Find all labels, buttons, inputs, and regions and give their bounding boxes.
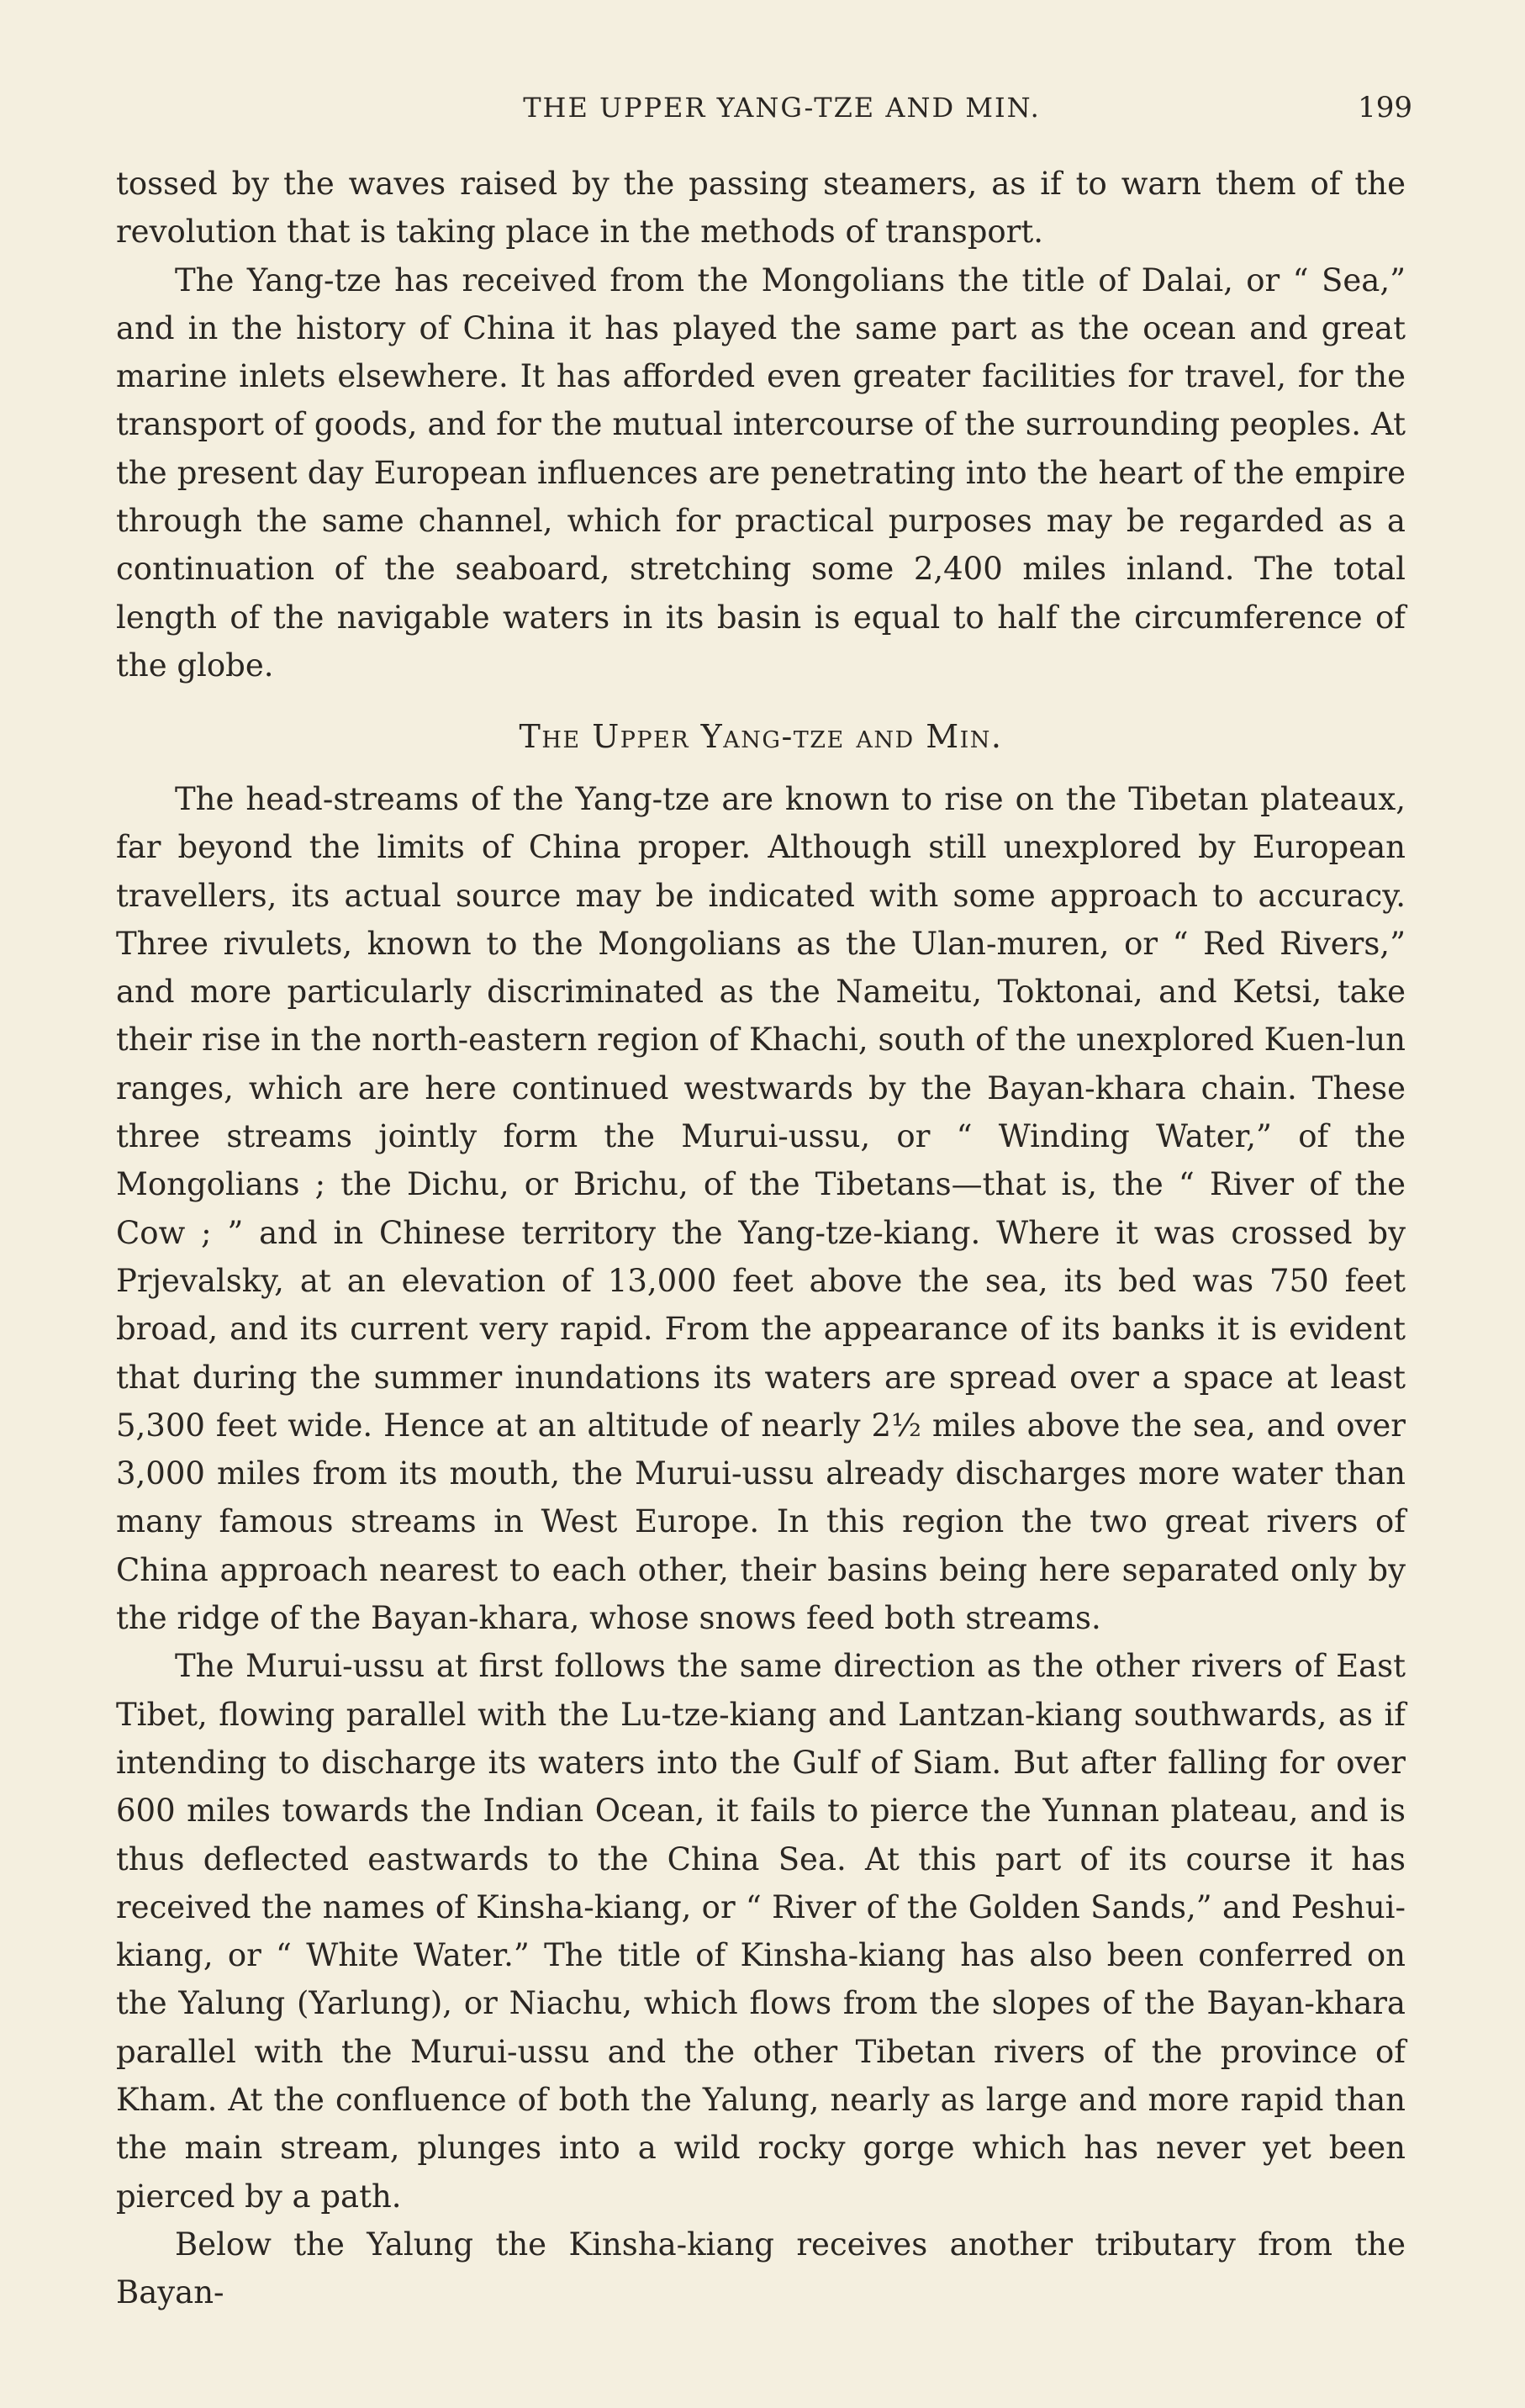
body-text-bottom [116,775,1406,2317]
paragraph: The Yang-tze has received from the Mongolians the title of Dalai, or “ Sea,” and in the history of China it has played the same part as the ocean and great marine inlets elsewhere. It has afforded even greater facilities for travel, for the transport of goods, and for the mutual intercourse of the surrounding peoples. At the present day European influences are penetrating into the heart of the empire through the same channel, which for practical purposes may be regarded as a continuation of the seaboard, stretching some 2,400 miles inland. The total length of the navigable waters in its basin is equal to half the circumference of the globe. [116,261,1406,684]
paragraph: The head-streams of the Yang-tze are known to rise on the Tibetan plateaux, far beyond the limits of China proper. Although still unexplored by European travellers, its actual source may be indicated with some approach to accuracy. Three rivulets, known to the Mongolians as the Ulan-muren, or “ Red Rivers,” and more particularly discriminated as the Nameitu, Toktonai, and Ketsi, take their rise in the north-eastern region of Khachi, south of the unexplored Kuen-lun ranges, which are here continued westwards by the Bayan-khara chain. These three streams jointly form the Murui-ussu, or “ Winding Water,” of the Mongolians ; the Dichu, or Brichu, of the Tibetans—that is, the “ River of the Cow ; ” and in Chinese territory the Yang-tze-kiang. Where it was crossed by Prjevalsky, at an elevation of 13,000 feet above the sea, its bed was 750 feet broad, and its current very rapid. From the appearance of its banks it is evident that during the summer inundations its waters are spread over a space at least 5,300 feet wide. Hence at an altitude of nearly 2½ miles above the sea, and over 3,000 miles from its mouth, the Murui-ussu already discharges more water than many famous streams in West Europe. In this region the two great rivers of China approach nearest to each other, their basins being here separated only by the ridge of the Bayan-khara, whose snows feed both streams. [116,781,1406,1637]
body-text-top [116,160,1406,689]
paragraph: tossed by the waves raised by the passing steamers, as if to warn them of the revolution that is taking place in the methods of transport. [116,166,1406,251]
paragraph: The Murui-ussu at first follows the same direction as the other rivers of East Tibet, flowing parallel with the Lu-tze-kiang and Lantzan-kiang southwards, as if intending to discharge its waters into the Gulf of Siam. But after falling for over 600 miles towards the Indian Ocean, it fails to pierce the Yunnan plateau, and is thus deflected eastwards to the China Sea. At this part of its course it has received the names of Kinsha-kiang, or “ River of the Golden Sands,” and Peshui-kiang, or “ White Water.” The title of Kinsha-kiang has also been conferred on the Yalung (Yarlung), or Niachu, which flows from the slopes of the Bayan-khara parallel with the Murui-ussu and the other Tibetan rivers of the province of Kham. At the confluence of both the Yalung, nearly as large and more rapid than the main stream, plunges into a wild rocky gorge which has never yet been pierced by a path. [116,1648,1406,2215]
section-heading: The Upper Yang-tze and Min. [519,718,1003,755]
running-title: THE UPPER YANG-TZE AND MIN. [523,92,1041,124]
running-head [118,84,1412,131]
page-number: 199 [1358,91,1412,124]
paragraph: Below the Yalung the Kinsha-kiang receives another tributary from the Bayan- [116,2226,1406,2311]
